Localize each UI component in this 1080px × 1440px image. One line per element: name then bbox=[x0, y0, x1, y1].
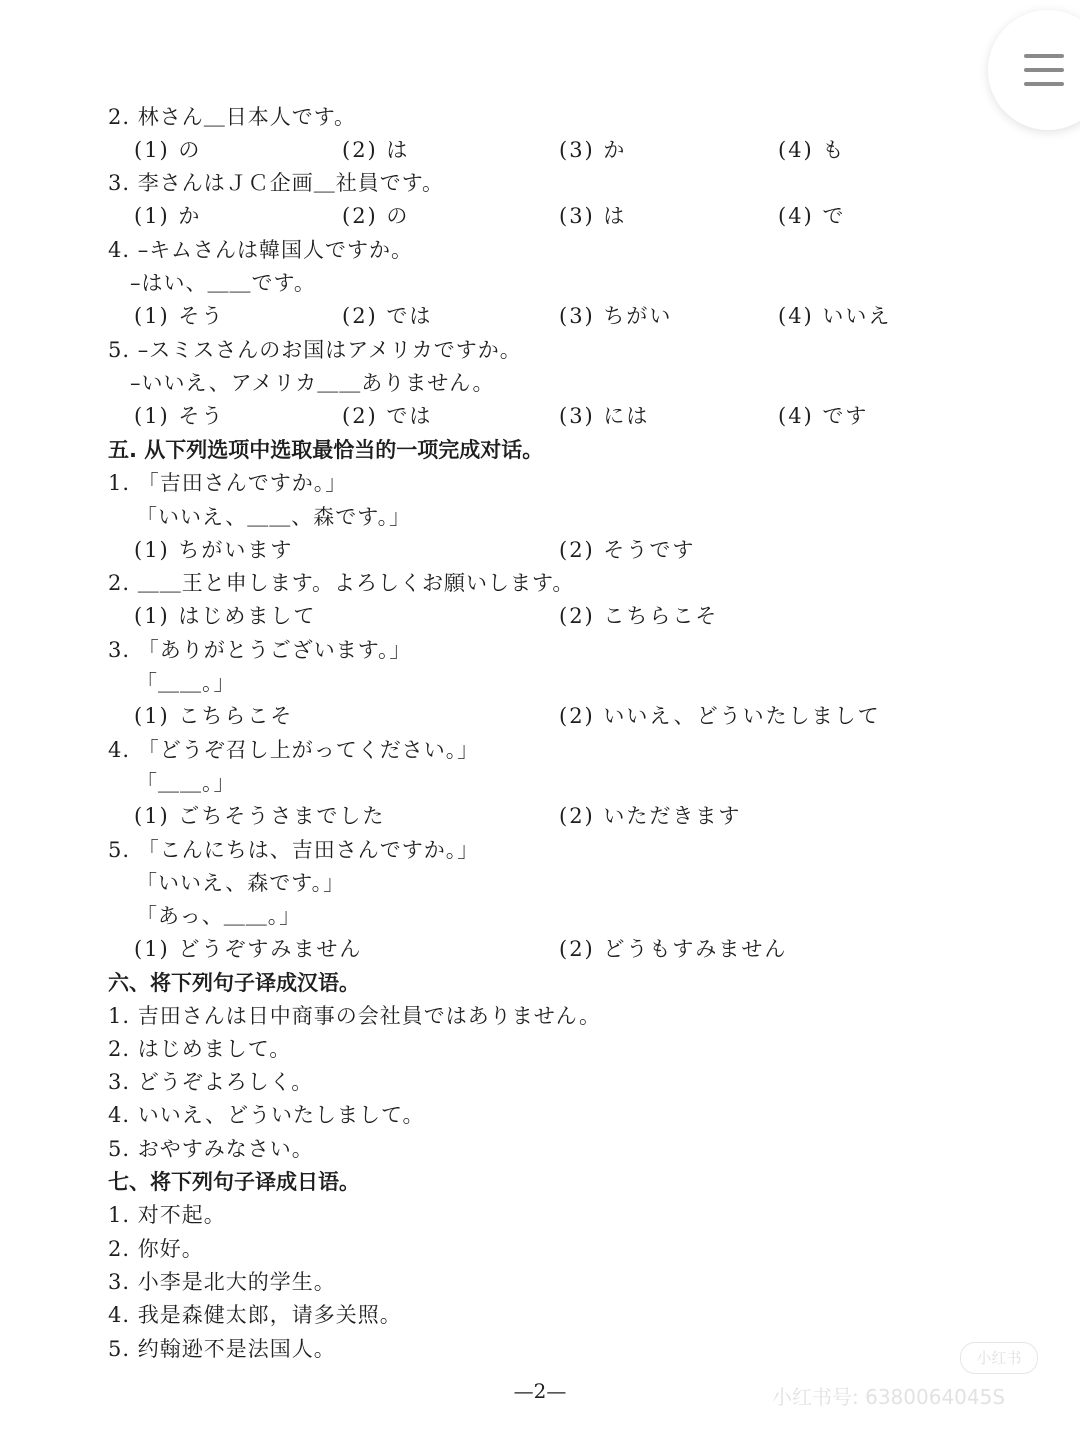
p6-item-5: 5. おやすみなさい。 bbox=[108, 1137, 314, 1161]
p5-q3-option-1: (1) こちらこそ bbox=[134, 704, 294, 728]
p5-q5-line-2: 「いいえ、森です。」 bbox=[136, 871, 346, 895]
p7-item-1: 1. 对不起。 bbox=[108, 1203, 226, 1227]
p4-q5-option-1: (1) そう bbox=[134, 404, 225, 428]
p4-q4-option-3: (3) ちがい bbox=[559, 304, 673, 328]
p5-q1-option-1: (1) ちがいます bbox=[134, 538, 294, 562]
p4-q5-line-1: 5. –スミスさんのお国はアメリカですか。 bbox=[108, 338, 522, 362]
p7-item-2: 2. 你好。 bbox=[108, 1237, 204, 1261]
watermark-id: 小红书号: 6380064045S bbox=[772, 1385, 1006, 1409]
p6-item-4: 4. いいえ、どういたしまして。 bbox=[108, 1103, 425, 1127]
p5-q3-option-2: (2) いいえ、どういたしまして bbox=[559, 704, 881, 728]
p4-q3-option-3: (3) は bbox=[559, 204, 627, 228]
watermark-badge: 小红书 bbox=[960, 1342, 1038, 1374]
section-7-title: 七、将下列句子译成日语。 bbox=[108, 1170, 360, 1194]
p4-q2-option-4: (4) も bbox=[778, 138, 846, 162]
p4-q3-option-2: (2) の bbox=[342, 204, 410, 228]
p5-q3-line-1: 3. 「ありがとうございます。」 bbox=[108, 638, 412, 662]
p5-q2-option-2: (2) こちらこそ bbox=[559, 604, 719, 628]
p5-q1-line-2: 「いいえ、＿＿、森です。」 bbox=[136, 505, 412, 529]
p4-q2-option-1: (1) の bbox=[134, 138, 202, 162]
p7-item-3: 3. 小李是北大的学生。 bbox=[108, 1270, 336, 1294]
menu-button[interactable] bbox=[988, 10, 1080, 130]
p4-q4-line-2: –はい、＿＿です。 bbox=[130, 271, 316, 295]
section-5-title: 五. 从下列选项中选取最恰当的一项完成对话。 bbox=[108, 438, 544, 462]
p5-q2-line-1: 2. ＿＿王と申します。よろしくお願いします。 bbox=[108, 571, 575, 595]
p4-q4-option-4: (4) いいえ bbox=[778, 304, 892, 328]
p6-item-3: 3. どうぞよろしく。 bbox=[108, 1070, 314, 1094]
p4-q2-option-3: (3) か bbox=[559, 138, 627, 162]
p6-item-1: 1. 吉田さんは日中商事の会社員ではありません。 bbox=[108, 1004, 601, 1028]
p7-item-5: 5. 约翰逊不是法国人。 bbox=[108, 1337, 336, 1361]
p5-q4-option-2: (2) いただきます bbox=[559, 804, 742, 828]
page-number: —2— bbox=[513, 1379, 567, 1403]
p5-q1-line-1: 1. 「吉田さんですか。」 bbox=[108, 471, 348, 495]
p4-q4-line-1: 4. –キムさんは韓国人ですか。 bbox=[108, 238, 414, 262]
p5-q5-option-2: (2) どうもすみません bbox=[559, 937, 788, 961]
p5-q5-line-1: 5. 「こんにちは、吉田さんですか。」 bbox=[108, 838, 480, 862]
p4-q2-option-2: (2) は bbox=[342, 138, 410, 162]
p5-q2-option-1: (1) はじめまして bbox=[134, 604, 317, 628]
p5-q4-option-1: (1) ごちそうさまでした bbox=[134, 804, 386, 828]
p5-q4-line-2: 「＿＿。」 bbox=[136, 771, 236, 795]
p4-q5-option-3: (3) には bbox=[559, 404, 650, 428]
p4-q5-line-2: –いいえ、アメリカ＿＿ありません。 bbox=[130, 371, 495, 395]
p5-q1-option-2: (2) そうです bbox=[559, 538, 696, 562]
p4-q4-option-1: (1) そう bbox=[134, 304, 225, 328]
section-6-title: 六、将下列句子译成汉语。 bbox=[108, 971, 360, 995]
p4-q3-text: 3. 李さんはＪＣ企画＿社員です。 bbox=[108, 171, 445, 195]
p5-q4-line-1: 4. 「どうぞ召し上がってください。」 bbox=[108, 738, 480, 762]
p4-q5-option-4: (4) です bbox=[778, 404, 869, 428]
p5-q3-line-2: 「＿＿。」 bbox=[136, 671, 236, 695]
p5-q5-option-1: (1) どうぞすみません bbox=[134, 937, 363, 961]
p4-q5-option-2: (2) では bbox=[342, 404, 433, 428]
p6-item-2: 2. はじめまして。 bbox=[108, 1037, 292, 1061]
p7-item-4: 4. 我是森健太郎，请多关照。 bbox=[108, 1303, 402, 1327]
p4-q3-option-1: (1) か bbox=[134, 204, 202, 228]
p4-q3-option-4: (4) で bbox=[778, 204, 846, 228]
p4-q4-option-2: (2) では bbox=[342, 304, 433, 328]
p4-q2-text: 2. 林さん＿日本人です。 bbox=[108, 105, 357, 129]
p5-q5-line-3: 「あっ、＿＿。」 bbox=[136, 904, 302, 928]
